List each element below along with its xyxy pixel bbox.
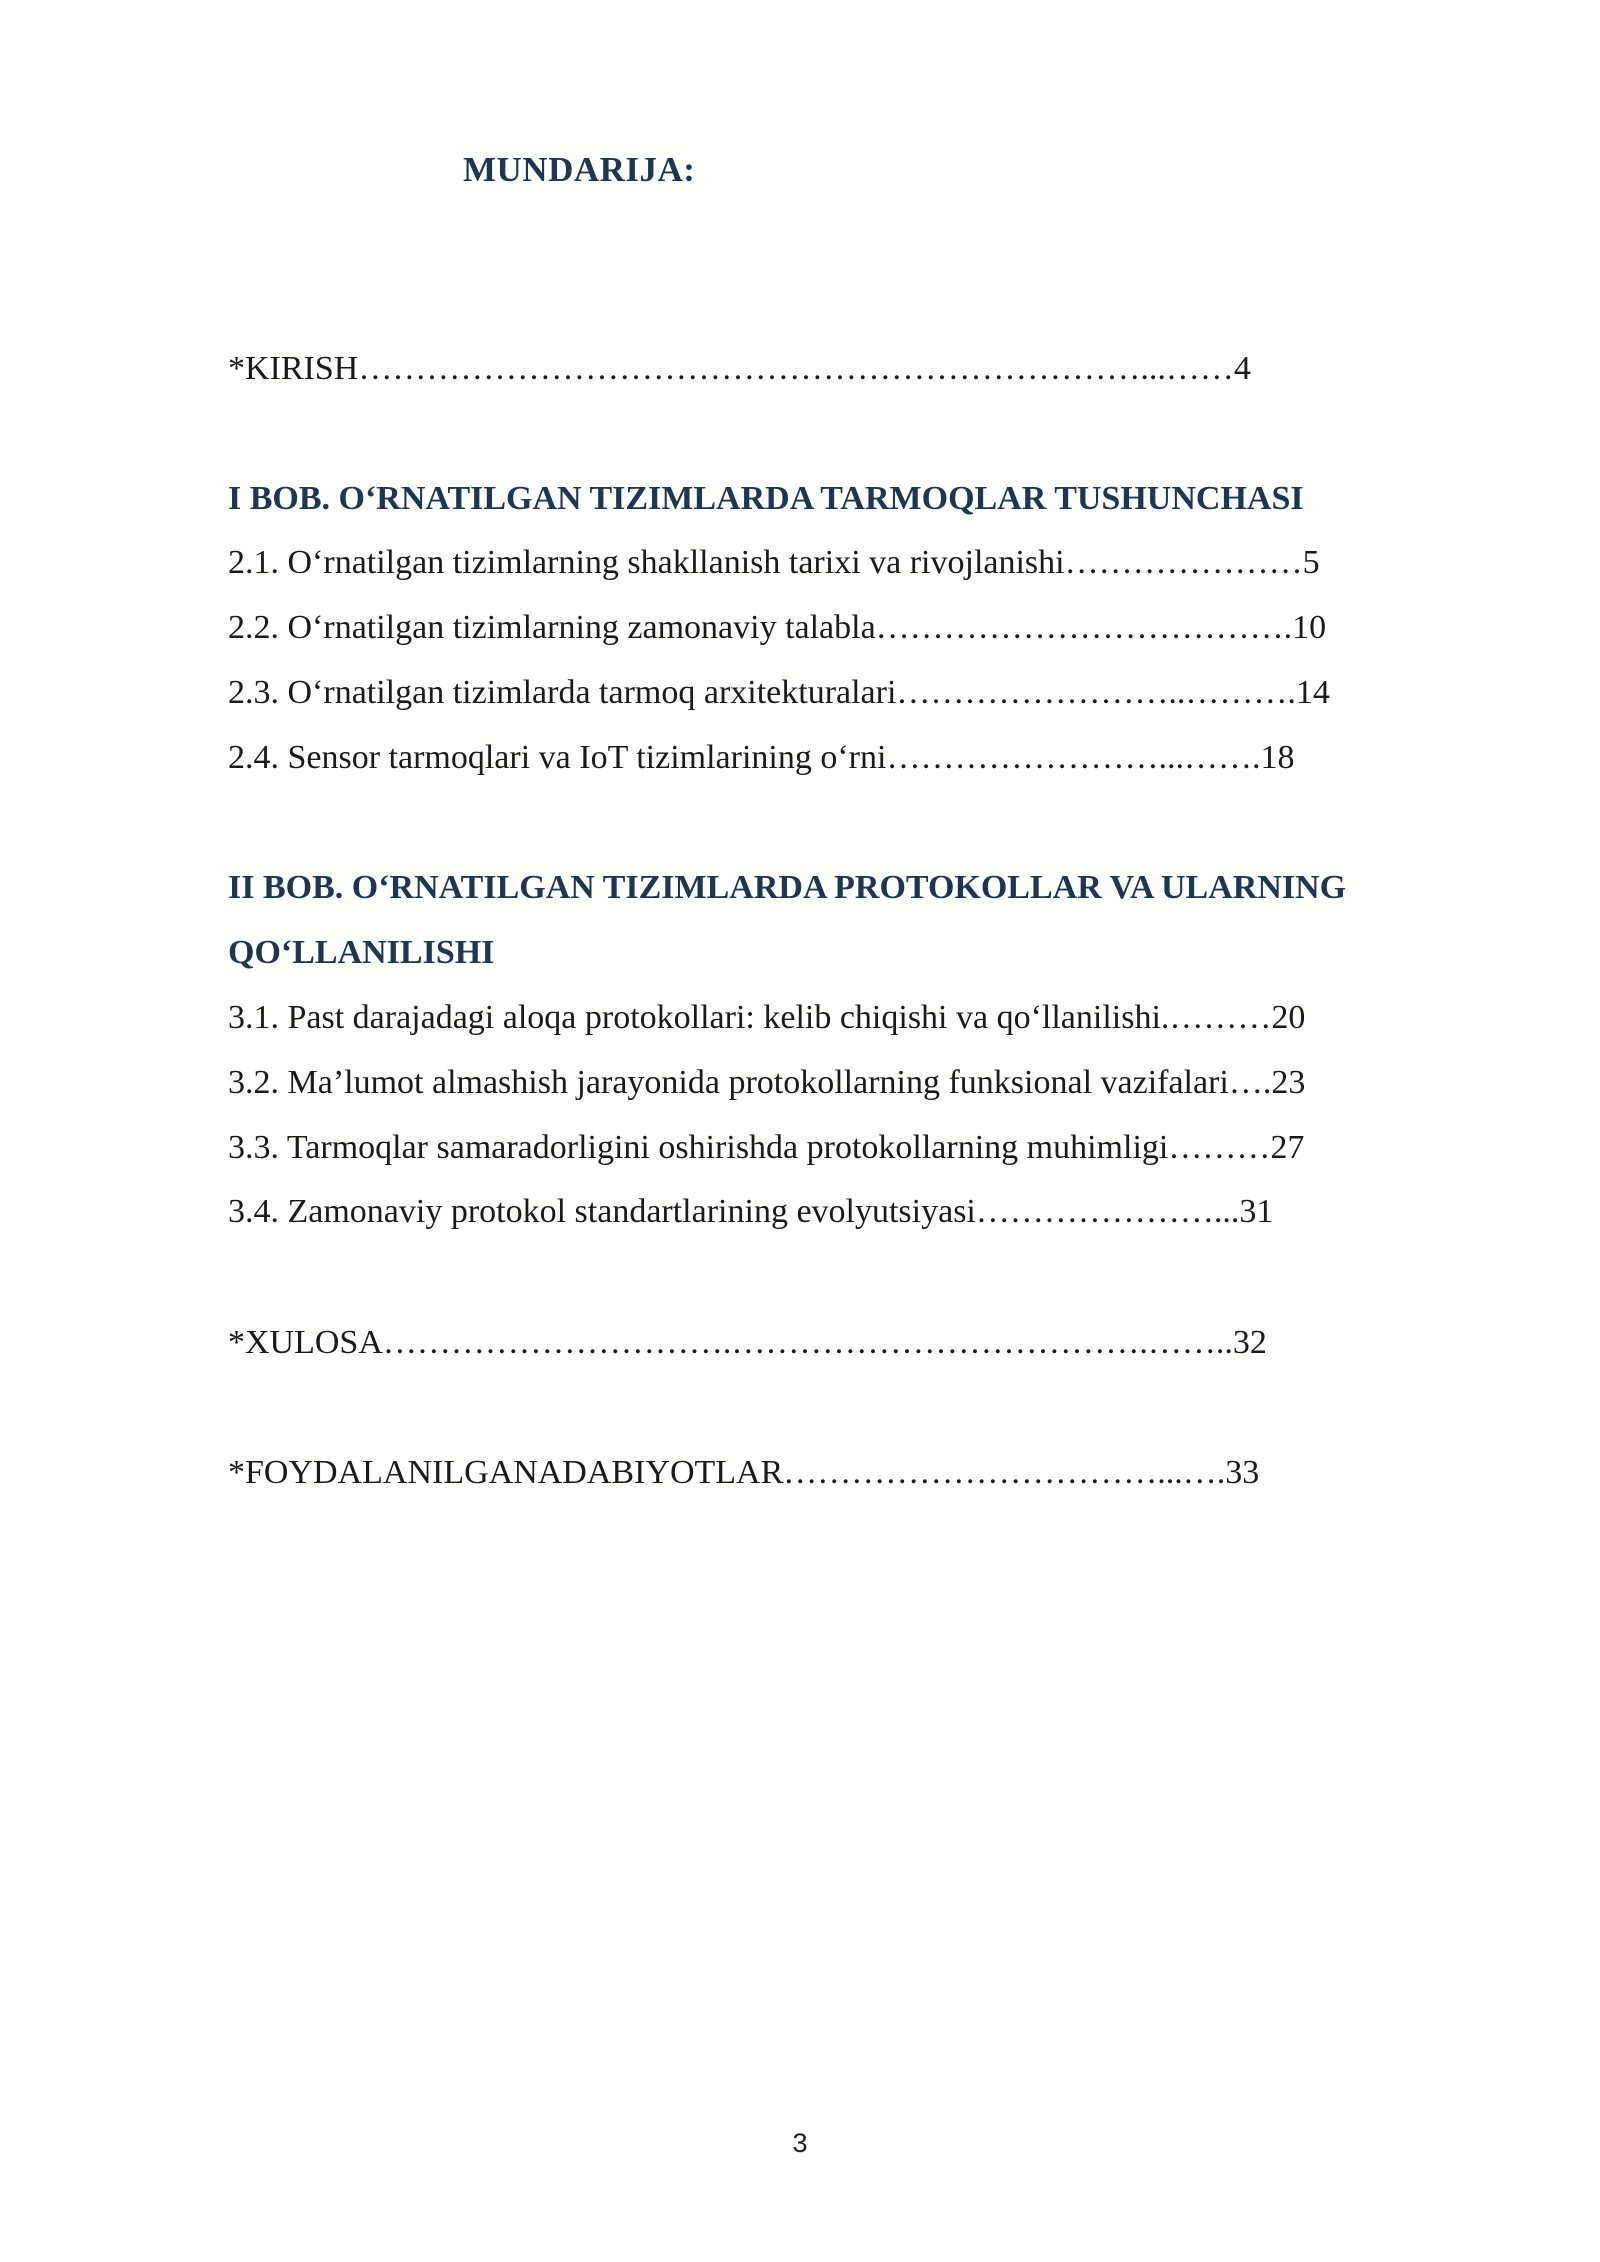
- page-number: 3: [792, 2128, 808, 2158]
- page-title: MUNDARIJA:: [463, 150, 696, 189]
- toc-entry-3-4: 3.4. Zamonaviy protokol standartlarining evolyutsiyasi…………………...31: [228, 1193, 1274, 1230]
- toc-entry-2-1: 2.1. O‘rnatilgan tizimlarning shakllanish tarixi va rivojlanishi…………………5: [228, 544, 1320, 581]
- toc-entry-2-3: 2.3. O‘rnatilgan tizimlarda tarmoq arxitekturalari……………………..……….14: [228, 674, 1330, 711]
- toc-entry-2-4: 2.4. Sensor tarmoqlari va IoT tizimlarining o‘rni……………………...…….18: [228, 739, 1295, 776]
- toc-chapter-2-heading-cont: QO‘LLANILISHI: [228, 934, 495, 971]
- toc-chapter-1-heading: I BOB. O‘RNATILGAN TIZIMLARDA TARMOQLAR TUSHUNCHASI: [228, 480, 1304, 517]
- toc-entry-3-2: 3.2. Ma’lumot almashish jarayonida protokollarning funksional vazifalari….23: [228, 1064, 1306, 1101]
- toc-chapter-2-heading: II BOB. O‘RNATILGAN TIZIMLARDA PROTOKOLLAR VA ULARNING: [228, 869, 1347, 906]
- toc-entry-xulosa: *XULOSA………………………….……………………………….……..32: [228, 1324, 1267, 1361]
- toc-entry-foydalanilgan-adabiyotlar: *FOYDALANILGANADABIYOTLAR……………………………...….33: [228, 1454, 1260, 1491]
- toc-entry-kirish: *KIRISH……………………………………………………………...……4: [228, 350, 1251, 387]
- toc-entry-3-1: 3.1. Past darajadagi aloqa protokollari: kelib chiqishi va qo‘llanilishi.………20: [228, 999, 1306, 1036]
- toc-entry-3-3: 3.3. Tarmoqlar samaradorligini oshirishda protokollarning muhimligi………27: [228, 1129, 1305, 1166]
- toc-entry-2-2: 2.2. O‘rnatilgan tizimlarning zamonaviy talabla……………………………….10: [228, 609, 1327, 646]
